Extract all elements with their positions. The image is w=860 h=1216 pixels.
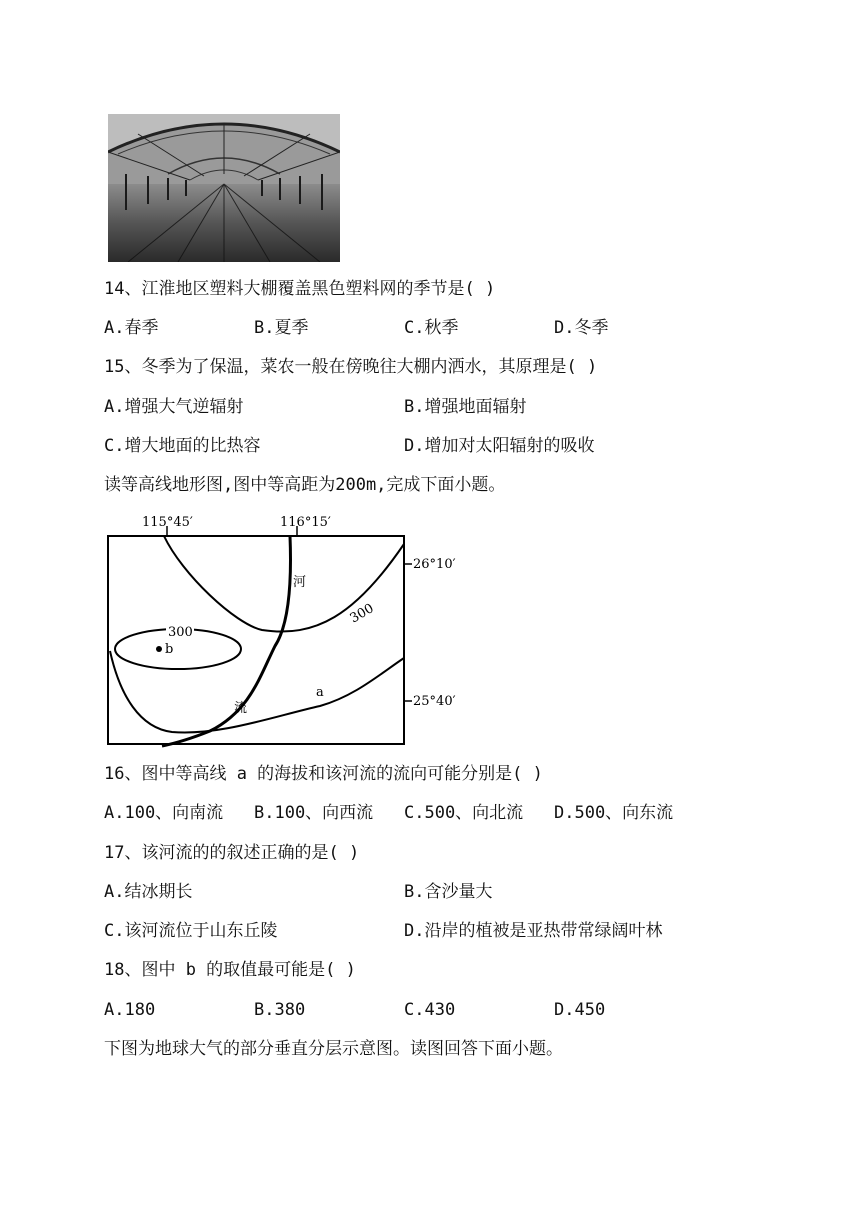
question-18-stem: 18、图中 b 的取值最可能是( ) [104,960,356,980]
q15-option-d[interactable]: D.增加对太阳辐射的吸收 [404,436,595,456]
q16-option-b[interactable]: B.100、向西流 [254,803,374,823]
river-line [162,536,290,746]
contour-300-upper-label: 300 [347,601,377,627]
atmosphere-intro: 下图为地球大气的部分垂直分层示意图。读图回答下面小题。 [104,1039,563,1059]
q14-option-b[interactable]: B.夏季 [254,318,309,338]
longitude-label-2: 116°15′ [280,515,331,530]
q16-option-a[interactable]: A.100、向南流 [104,803,224,823]
q18-option-c[interactable]: C.430 [404,1000,456,1020]
q18-option-a[interactable]: A.180 [104,1000,156,1020]
q15-option-a[interactable]: A.增强大气逆辐射 [104,397,244,417]
point-b-label: b [165,642,174,657]
q15-option-c[interactable]: C.增大地面的比热容 [104,436,261,456]
q14-option-a[interactable]: A.春季 [104,318,159,338]
river-label-he: 河 [293,575,307,590]
point-b-marker [156,646,162,652]
q17-option-a[interactable]: A.结冰期长 [104,882,193,902]
longitude-label-1: 115°45′ [142,515,193,530]
contour-line-a [110,651,404,733]
river-label-liu: 流 [234,701,248,716]
q18-option-b[interactable]: B.380 [254,1000,306,1020]
q14-option-d[interactable]: D.冬季 [554,318,609,338]
q17-option-b[interactable]: B.含沙量大 [404,882,493,902]
q14-option-c[interactable]: C.秋季 [404,318,459,338]
q15-option-b[interactable]: B.增强地面辐射 [404,397,527,417]
question-16-stem: 16、图中等高线 a 的海拔和该河流的流向可能分别是( ) [104,764,543,784]
contour-300-closed-label: 300 [168,625,193,640]
contour-map [100,506,480,750]
q18-option-d[interactable]: D.450 [554,1000,606,1020]
latitude-label-2: 25°40′ [413,694,456,709]
map-frame [108,536,404,744]
question-17-stem: 17、该河流的的叙述正确的是( ) [104,843,360,863]
q16-option-d[interactable]: D.500、向东流 [554,803,674,823]
question-15-stem: 15、冬季为了保温，菜农一般在傍晚往大棚内洒水，其原理是( ) [104,357,598,377]
greenhouse-photo [108,114,340,262]
contour-intro: 读等高线地形图,图中等高距为200m,完成下面小题。 [104,475,506,495]
latitude-label-1: 26°10′ [413,557,456,572]
question-14-stem: 14、江淮地区塑料大棚覆盖黑色塑料网的季节是( ) [104,279,496,299]
contour-a-label: a [316,685,324,700]
q17-option-d[interactable]: D.沿岸的植被是亚热带常绿阔叶林 [404,921,663,941]
q16-option-c[interactable]: C.500、向北流 [404,803,524,823]
q17-option-c[interactable]: C.该河流位于山东丘陵 [104,921,278,941]
